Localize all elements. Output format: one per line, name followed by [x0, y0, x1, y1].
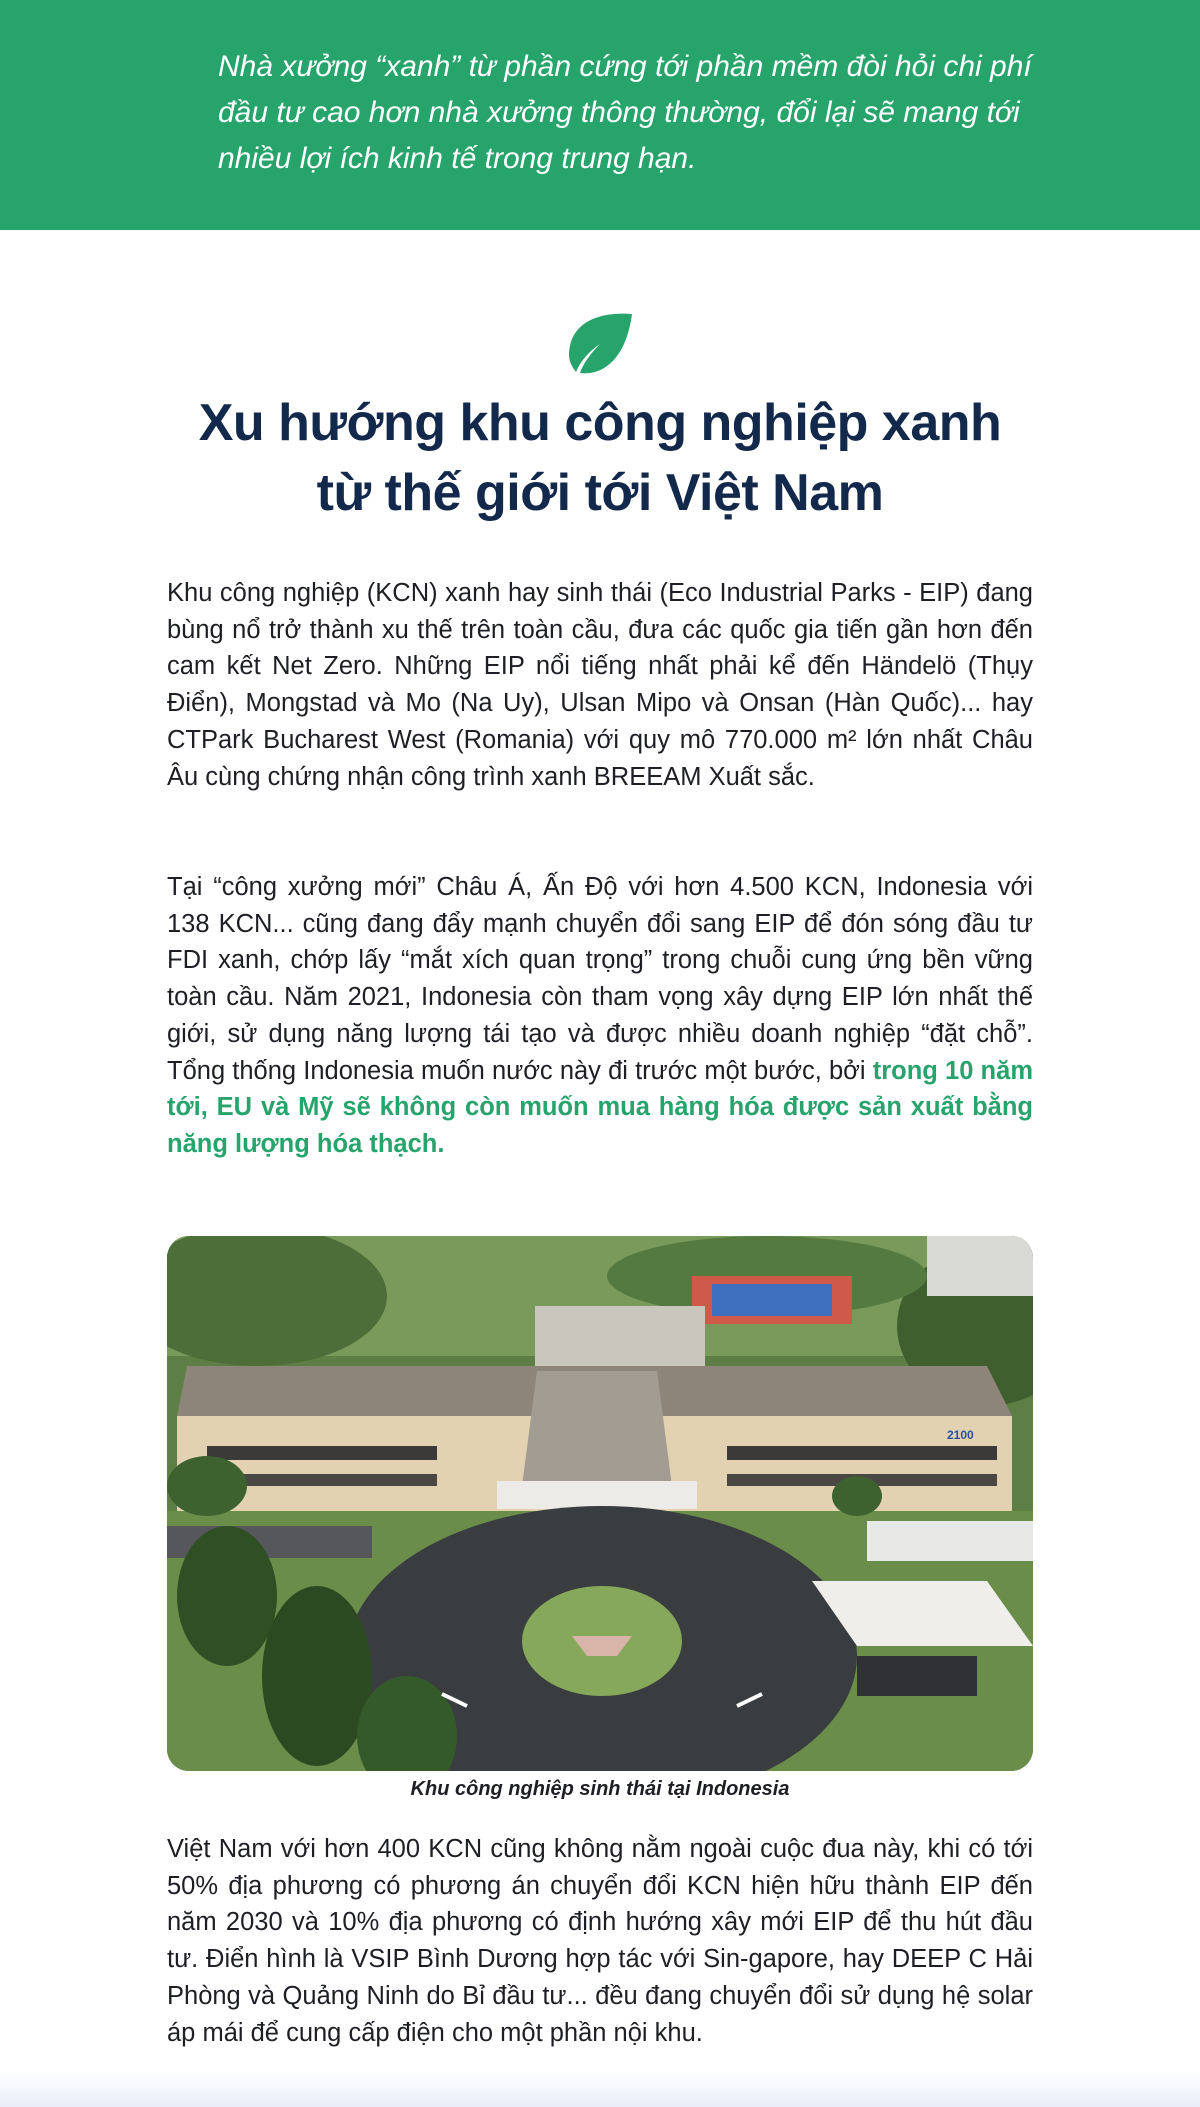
- quote-banner: [0, 0, 1200, 230]
- bottom-fade: [0, 2070, 1200, 2107]
- leaf-icon: [566, 312, 634, 374]
- section-title: [100, 388, 1100, 528]
- quote-text: Nhà xưởng “xanh” từ phần cứng tới phần mềm đòi hỏi chi phí đầu tư cao hơn nhà xưởng thông thường, đổi lại sẽ mang tới nhiều lợi ích kinh tế trong trung hạn.: [218, 50, 1032, 175]
- building-sign: 2100: [947, 1428, 974, 1442]
- paragraph-2: [167, 869, 1033, 1163]
- paragraph-2-text: Tại “công xưởng mới” Châu Á, Ấn Độ với hơn 4.500 KCN, Indonesia với 138 KCN... cũng đang đẩy mạnh chuyển đổi sang EIP để đón sóng đầu tư FDI xanh, chớp lấy “mắt xích quan trọng” trong chuỗi cung ứng bền vững toàn cầu. Năm 2021, Indonesia còn tham vọng xây dựng EIP lớn nhất thế giới, sử dụng năng lượng tái tạo và được nhiều doanh nghiệp “đặt chỗ”. Tổng thống Indonesia muốn nước này đi trước một bước, bởi: [167, 873, 1033, 1085]
- photo-caption: Khu công nghiệp sinh thái tại Indonesia: [410, 1778, 790, 1800]
- paragraph-1: Khu công nghiệp (KCN) xanh hay sinh thái (Eco Industrial Parks - EIP) đang bùng nổ trở thành xu thế trên toàn cầu, đưa các quốc gia tiến gần hơn đến cam kết Net Zero. Những EIP nổi tiếng nhất phải kể đến Händelö (Thụy Điển), Mongstad và Mo (Na Uy), Ulsan Mipo và Onsan (Hàn Quốc)... hay CTPark Bucharest West (Romania) với quy mô 770.000 m² lớn nhất Châu Âu cùng chứng nhận công trình xanh BREEAM Xuất sắc.: [167, 579, 1033, 791]
- paragraph-3: Việt Nam với hơn 400 KCN cũng không nằm ngoài cuộc đua này, khi có tới 50% địa phương có phương án chuyển đổi KCN hiện hữu thành EIP đến năm 2030 và 10% địa phương có định hướng xây mới EIP để thu hút đầu tư. Điển hình là VSIP Bình Dương hợp tác với Sin-gapore, hay DEEP C Hải Phòng và Quảng Ninh do Bỉ đầu tư... đều đang chuyển đổi sử dụng hệ solar áp mái để cung cấp điện cho một phần nội khu.: [167, 1835, 1033, 2047]
- paragraph-2-highlight: trong 10 năm tới, EU và Mỹ sẽ không còn muốn mua hàng hóa được sản xuất bằng năng lượng hóa thạch.: [167, 1056, 1033, 1158]
- industrial-park-photo: [167, 1236, 1033, 1771]
- section-title-line1: Xu hướng khu công nghiệp xanh: [198, 394, 1002, 452]
- section-title-line2: từ thế giới tới Việt Nam: [316, 464, 884, 522]
